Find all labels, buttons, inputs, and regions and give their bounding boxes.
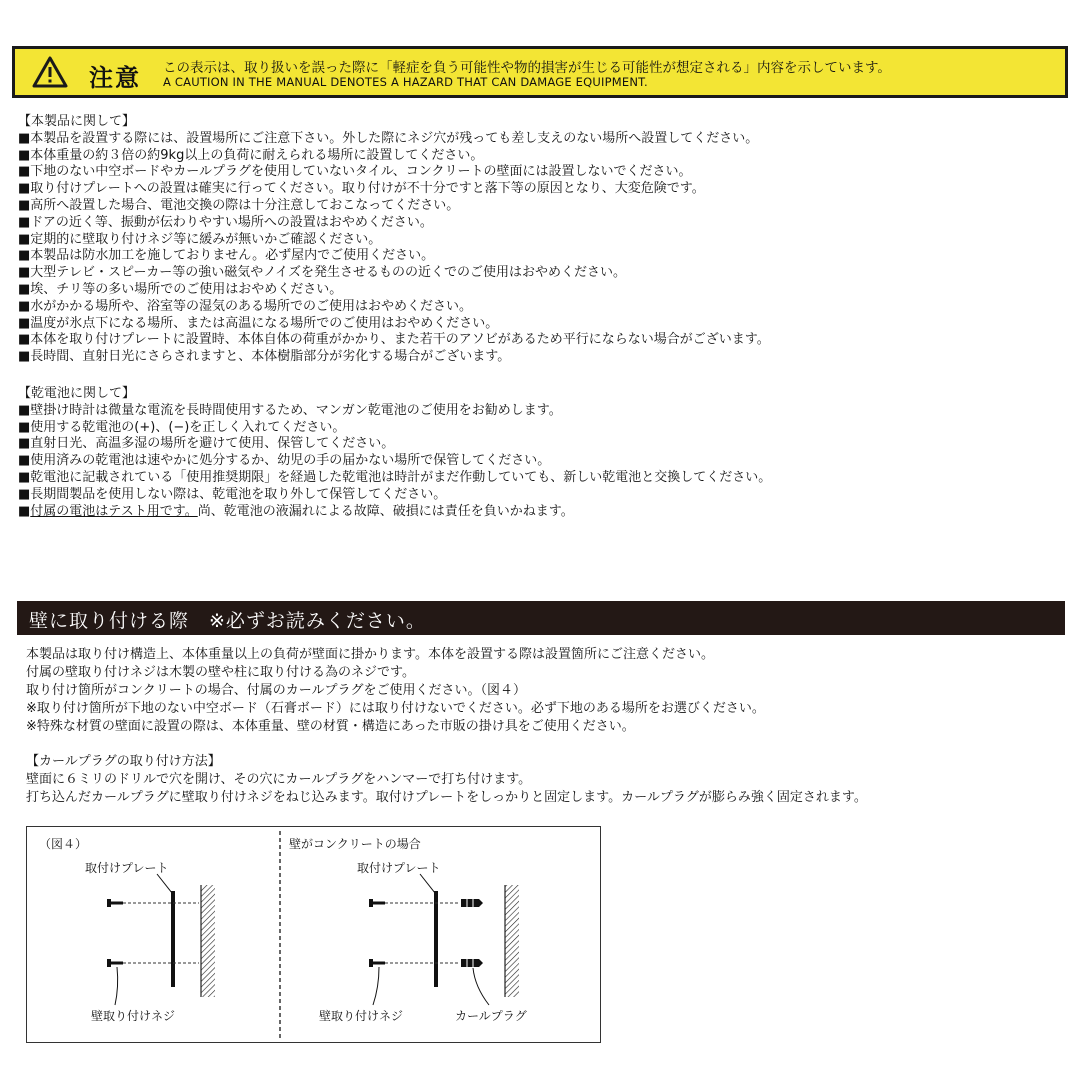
caution-jp-text: この表示は、取り扱いを誤った際に「軽症を負う可能性や物的損害が生じる可能性が想定される」内容を示しています。 [163,60,891,76]
figure-4 [26,826,601,1043]
figure-right-title: 壁がコンクリートの場合 [289,837,421,851]
plate-label-left: 取付けプレート [85,861,169,875]
screw-icon [369,899,459,907]
list-item: ■温度が氷点下になる場所、または高温になる場所でのご使用はおやめください。 [18,315,499,331]
list-item: ■水がかかる場所や、浴室等の湿気のある場所でのご使用はおやめください。 [18,298,473,314]
list-item: ■本製品を設置する際には、設置場所にご注意下さい。外した際にネジ穴が残っても差し支えのない場所へ設置してください。 [18,130,759,146]
product-heading: 【本製品に関して】 [18,114,136,129]
product-section [18,114,770,366]
list-item: ■大型テレビ・スピーカー等の強い磁気やノイズを発生させるものの近くでのご使用はおやめください。 [18,265,626,281]
list-item: ■直射日光、高温多湿の場所を避けて使用、保管してください。 [18,436,395,452]
paragraph: 付属の壁取り付けネジは木製の壁や柱に取り付ける為のネジです。 [26,665,415,680]
paragraph: ※特殊な材質の壁面に設置の際は、本体重量、壁の材質・構造にあった市販の掛け具をご使用ください。 [26,719,635,734]
list-item: ■本製品は防水加工を施しておりません。必ず屋内でご使用ください。 [18,248,435,264]
battery-heading: 【乾電池に関して】 [18,386,136,401]
paragraph: 取り付け箇所がコンクリートの場合、付属のカールプラグをご使用ください。（図４） [26,683,526,698]
bullet: ■ [18,503,31,519]
test-battery-note: 付属の電池はテスト用です。 [30,503,198,519]
list-item: ■本体重量の約３倍の約9kg以上の負荷に耐えられる場所に設置してください。 [18,147,484,163]
list-item: ■高所へ設置した場合、電池交換の際は十分注意しておこなってください。 [18,197,460,213]
list-item: ■長時間、直射日光にさらされますと、本体樹脂部分が劣化する場合がございます。 [18,349,511,365]
list-item: ■下地のない中空ボードやカールプラグを使用していないタイル、コンクリートの壁面には設置しないでください。 [18,164,692,180]
wall-plug-icon [461,899,483,907]
screw-label-left: 壁取り付けネジ [91,1009,176,1023]
list-item: ■使用済みの乾電池は速やかに処分するか、幼児の手の届かない場所で保管してください。 [18,453,551,469]
list-item: ■乾電池に記載されている「使用推奨期限」を経過した乾電池は時計がまだ作動していても、新しい乾電池と交換してください。 [18,469,772,485]
list-item: ■定期的に壁取り付けネジ等に緩みが無いかご確認ください。 [18,231,382,247]
warning-triangle-icon [31,55,69,89]
wall-mount-banner-text: 壁に取り付ける際 ※必ずお読みください。 [29,610,426,632]
paragraph: ※取り付け箇所が下地のない中空ボード（石膏ボード）には取り付けないでください。必ず下地のある場所をお選びください。 [26,701,765,716]
list-item: ■ドアの近く等、振動が伝わりやすい場所への設置はおやめください。 [18,214,433,230]
plug-label: カールプラグ [455,1009,527,1023]
liability-note: 尚、乾電池の液漏れによる故障、破損には責任を負いかねます。 [197,503,574,519]
screw-label-right: 壁取り付けネジ [319,1009,404,1023]
wall-mount-banner [17,601,1065,635]
list-item: ■使用する乾電池の(+)、(−)を正しく入れてください。 [18,419,346,435]
list-item: ■取り付けプレートへの設置は確実に行ってください。取り付けが不十分ですと落下等の原因となり、大変危険です。 [18,181,705,197]
list-item: ■長期間製品を使用しない際は、乾電池を取り外して保管してください。 [18,486,447,502]
caution-en-text: A CAUTION IN THE MANUAL DENOTES A HAZARD THAT CAN DAMAGE EQUIPMENT. [163,75,648,89]
paragraph: 打ち込んだカールプラグに壁取り付けネジをねじ込みます。取付けプレートをしっかりと固定します。カールプラグが膨らみ強く固定されます。 [26,790,867,805]
wall-mount-instructions [26,646,765,736]
wall-plug-icon [461,959,483,967]
screw-icon [369,959,459,967]
plug-heading: 【カールプラグの取り付け方法】 [26,754,221,769]
list-item: ■埃、チリ等の多い場所でのご使用はおやめください。 [18,281,343,297]
list-item: ■壁掛け時計は微量な電流を長時間使用するため、マンガン乾電池のご使用をお勧めします。 [18,402,562,418]
paragraph: 本製品は取り付け構造上、本体重量以上の負荷が壁面に掛かります。本体を設置する際は設置箇所にご注意ください。 [26,647,714,662]
plate-label-right: 取付けプレート [357,861,441,875]
plug-instructions [26,753,867,807]
screw-icon [107,899,199,907]
list-item: ■本体を取り付けプレートに設置時、本体自体の荷重がかかり、また若干のアソビがあるため平行にならない場合がございます。 [18,332,770,348]
battery-section [18,386,771,520]
paragraph: 壁面に６ミリのドリルで穴を開け、その穴にカールプラグをハンマーで打ち付けます。 [26,772,532,787]
caution-word: 注意 [89,64,141,92]
list-item [18,504,771,521]
caution-banner [12,46,1068,98]
screw-icon [107,959,199,967]
figure-label: （図４） [39,837,88,851]
